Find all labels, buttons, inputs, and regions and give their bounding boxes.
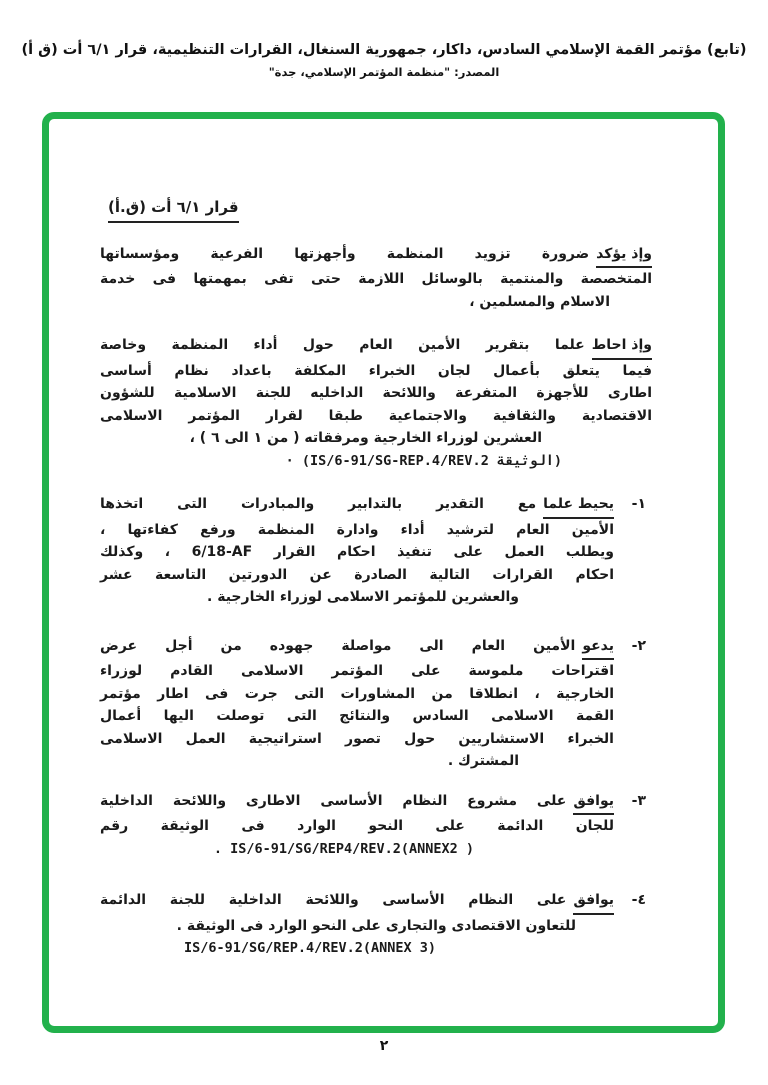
item-3 — [100, 790, 652, 861]
text-line: ويطلب العمل على تنفيذ احكام القرار ‎6/18-AF‎ ، وكذلك — [100, 544, 614, 560]
text-line: على مشروع النظام الأساسى الاطارى واللائحة الداخلية — [100, 792, 567, 809]
text-line: الأمين العام لترشيد أداء وادارة المنظمة ورفع كفاءتها ، — [100, 521, 614, 538]
item-number: ٣- — [631, 792, 646, 809]
document-reference: IS/6-91/SG/REP.4/REV.2(ANNEX 3) — [184, 940, 436, 956]
text-line — [100, 493, 614, 519]
text-line: احكام القرارات التالية الصادرة عن الدورتين التاسعة عشر — [100, 566, 614, 583]
item-number: ٤- — [631, 892, 646, 908]
text-line — [100, 889, 614, 915]
text-line — [100, 790, 614, 816]
resolution-body — [100, 196, 652, 960]
text-line — [100, 635, 614, 661]
text-line: المشترك . — [447, 753, 519, 769]
item-number: ٢- — [631, 637, 646, 654]
text-line: الاسلام والمسلمين ، — [469, 293, 610, 310]
text-line — [100, 243, 652, 269]
text-line: الخارجية ، انطلاقا من المشاورات التى جرت فى اطار مؤتمر — [100, 685, 614, 702]
document-reference: . IS/6-91/SG/REP4/REV.2(ANNEX2 ) — [213, 840, 474, 857]
text-line: اقتراحات ملموسة على المؤتمر الاسلامى القادم لوزراء — [100, 663, 614, 679]
text-line: القمة الاسلامى السادس والنتائج التى توصلت اليها أعمال — [100, 708, 614, 724]
text-line: للتعاون الاقتصادى والتجارى على النحو الوارد فى الوثيقة . — [176, 917, 576, 934]
lead-word-underlined: يوافق — [573, 889, 614, 915]
text-line: ضرورة تزويد المنظمة وأجهزتها الفرعية ومؤسساتها — [100, 245, 590, 262]
preamble-paragraph-1 — [100, 243, 652, 314]
text-line: العشرين لوزراء الخارجية ومرفقاته ( من ١ الى ٦ ) ، — [189, 430, 542, 446]
text-line: للجان الدائمة على النحو الوارد فى الوثيقة رقم — [100, 818, 614, 834]
item-text — [100, 889, 614, 960]
header-line1: (تابع) مؤتمر القمة الإسلامي السادس، داكار، جمهورية السنغال، القرارات التنظيمية، قرار ٦/١ أت (ق أ) — [21, 42, 747, 58]
item-2 — [100, 635, 652, 773]
text-line: مع التقدير بالتدابير والمبادرات التى اتخذها — [100, 496, 537, 512]
lead-word-underlined: يوافق — [573, 790, 614, 816]
lead-word-underlined: وإذ يؤكد — [596, 243, 652, 269]
lead-word-underlined: وإذ احاط — [592, 334, 652, 360]
text-line: الاقتصادية والثقافية والاجتماعية طبقا لقرار المؤتمر الاسلامى — [100, 407, 652, 424]
preamble-paragraph-2 — [100, 334, 652, 472]
text-line: فيما يتعلق بأعمال لجان الخبراء المكلفة باعداد نظام أساسى — [100, 362, 652, 379]
header-source-line: المصدر: "منظمة المؤتمر الإسلامي، جدة" — [268, 65, 500, 79]
item-text — [100, 635, 614, 773]
item-text — [100, 790, 614, 861]
text-line: الخبراء الاستشاريين حول تصور استراتيجية العمل الاسلامى — [100, 730, 614, 747]
resolution-title: قرار ٦/١ أت (ق.أ) — [108, 196, 239, 223]
lead-word-underlined: يدعو — [582, 635, 614, 661]
page-number: ٢ — [379, 1038, 389, 1054]
header — [0, 42, 768, 79]
text-line: علما بتقرير الأمين العام حول أداء المنظمة وخاصة — [100, 337, 585, 353]
item-1 — [100, 493, 652, 609]
item-number: ١- — [631, 496, 646, 512]
text-line — [100, 334, 652, 360]
lead-word-underlined: يحيط علما — [543, 493, 614, 519]
text-line: والعشرين للمؤتمر الاسلامى لوزراء الخارجية . — [207, 589, 519, 605]
text-line: اطارى للأجهزة المتفرعة واللائحة الداخليه للجنة الاسلامية للشؤون — [100, 385, 652, 401]
text-line: على النظام الأساسى واللائحة الداخلية للجنة الدائمة — [100, 892, 567, 908]
item-text — [100, 493, 614, 609]
text-line: الأمين العام الى مواصلة جهوده من أجل عرض — [100, 637, 576, 654]
text-line: المتخصصة والمنتمية بالوسائل اللازمة حتى تفى بمهمتها فى خدمة — [100, 271, 652, 287]
document-reference: · (IS/6-91/SG-REP.4/REV.2 الوثيقة) — [285, 452, 562, 469]
item-4 — [100, 889, 652, 960]
operative-items — [100, 493, 652, 960]
